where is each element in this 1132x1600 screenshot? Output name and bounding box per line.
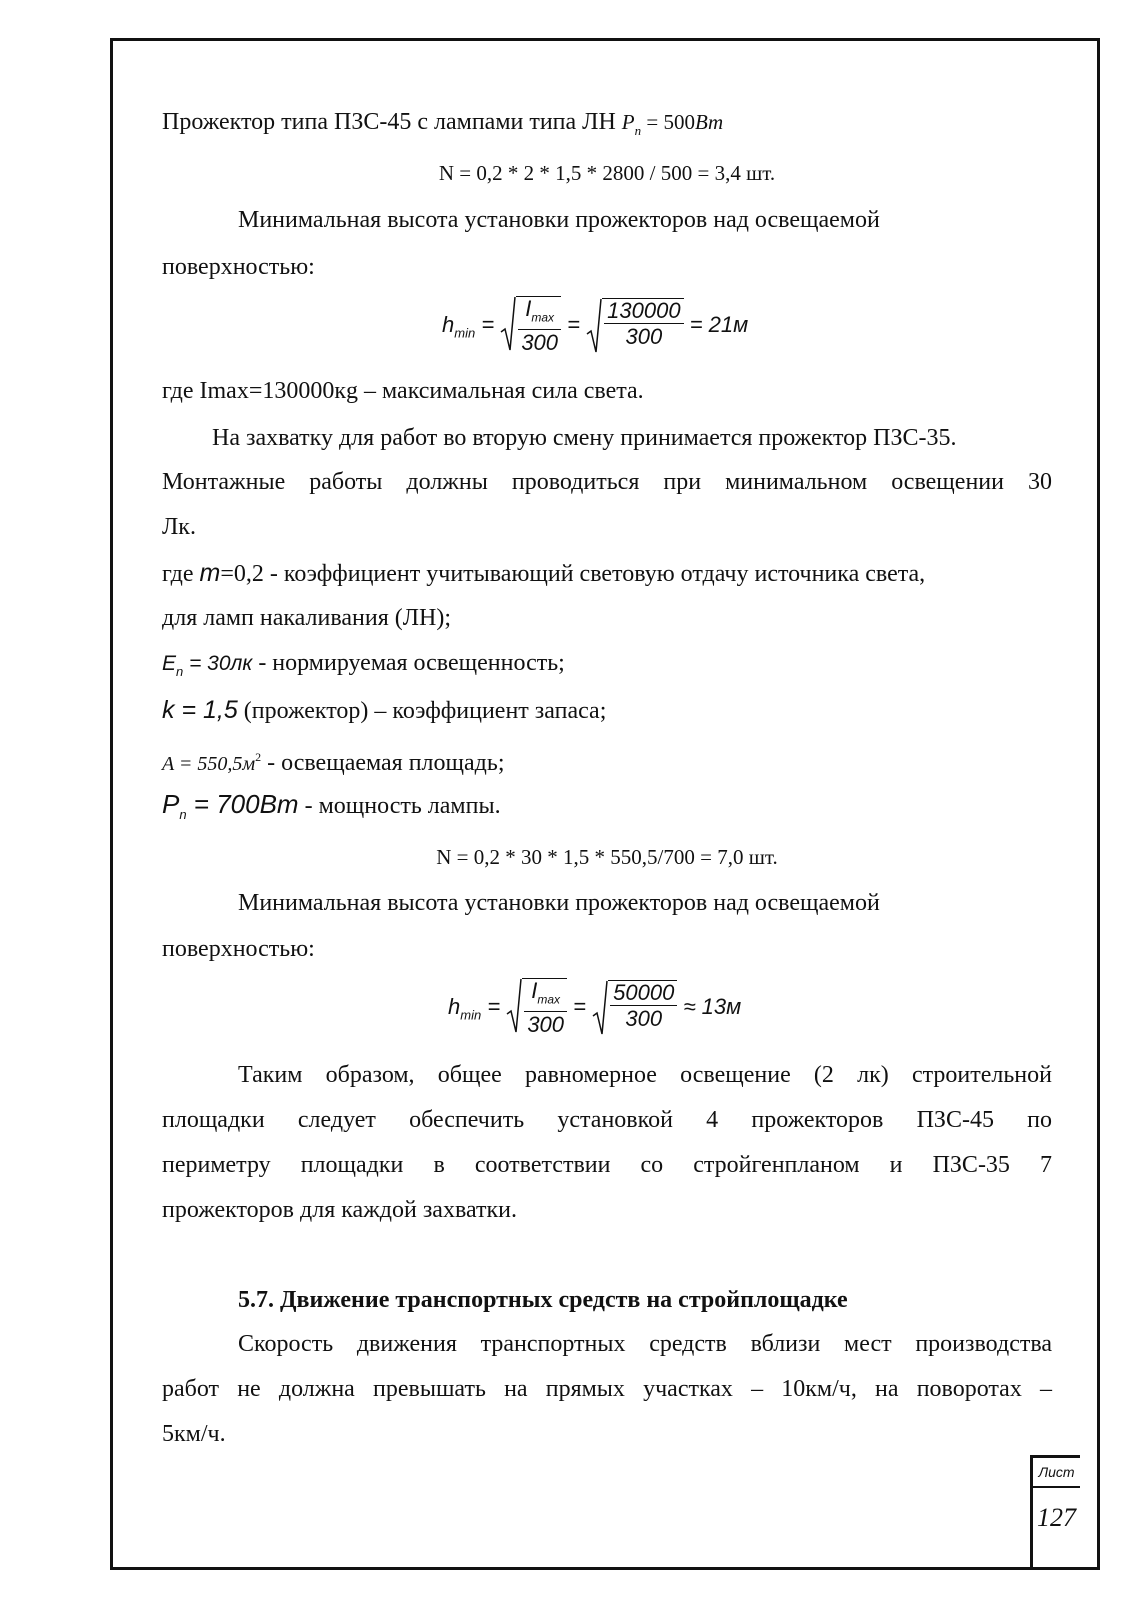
para-conclusion-line-1: Таким образом, общее равномерное освещение (2 лк) строительной [238, 1062, 1052, 1088]
text-line-second-shift: На захватку для работ во вторую смену принимается прожектор ПЗС-35. [212, 425, 957, 451]
imax-subscript: max [537, 992, 561, 1007]
denominator-300: 300 [625, 1006, 663, 1032]
formula-equals: = [487, 994, 501, 1020]
formula-equals: = [567, 312, 581, 338]
k-symbol: k = 1,5 [162, 696, 238, 724]
formula-n-second: N = 0,2 * 30 * 1,5 * 550,5/700 = 7,0 шт. [436, 845, 778, 869]
denominator-300: 300 [521, 330, 559, 356]
para-speed-line-1: Скорость движения транспортных средств вблизи мест производства [238, 1331, 1052, 1357]
text-line-pn [162, 789, 501, 830]
text-line-area [162, 742, 505, 779]
pn-text: - мощность лампы. [298, 793, 501, 819]
para-conclusion-line-3: периметру площадки в соответствии со стройгенпланом и ПЗС-35 7 [162, 1152, 1052, 1178]
k-text: (прожектор) – коэффициент запаса; [237, 698, 607, 724]
formula-hmin-symbol: h [442, 312, 455, 338]
area-text: - освещаемая площадь; [261, 750, 505, 776]
text-line-en [162, 648, 565, 687]
text-line-lamps: для ламп накаливания (ЛН); [162, 605, 452, 631]
formula-hmin-subscript: min [460, 1007, 482, 1023]
formula-result: = 21м [689, 312, 749, 338]
area-symbol: A = 550,5м [162, 753, 256, 775]
pn-symbol: P [162, 789, 180, 819]
imax-subscript: max [531, 310, 555, 325]
text-line-k [162, 695, 606, 726]
numerator-130000: 130000 [604, 299, 683, 324]
formula-hmin-1 [442, 296, 748, 356]
formula-n-first: N = 0,2 * 2 * 1,5 * 2800 / 500 = 3,4 шт. [438, 161, 776, 185]
formula-hmin-subscript: min [454, 325, 476, 341]
denominator-300: 300 [625, 324, 663, 350]
formula-equals: = [481, 312, 495, 338]
sheet-number: 127 [1037, 1503, 1076, 1532]
imax-symbol: I [531, 978, 538, 1003]
sqrt-value-1 [586, 298, 683, 354]
area-superscript: 2 [255, 750, 262, 764]
text-line-projector-type [162, 107, 723, 146]
formula-hmin-symbol: h [448, 994, 461, 1020]
sqrt-imax-1 [500, 296, 561, 356]
pn-subscript: n [179, 806, 187, 822]
power-value: = 500 [641, 110, 695, 134]
en-text: - нормируемая освещенность; [252, 650, 565, 676]
sqrt-imax-2 [506, 978, 567, 1038]
pn-value: = 700Вт [186, 789, 299, 819]
en-value: = 30лк [183, 652, 253, 675]
m-symbol: m [199, 559, 221, 587]
sheet-stamp [1030, 1455, 1080, 1570]
en-symbol: E [162, 652, 177, 675]
text-line-imax: где Imax=130000кg – максимальная сила света. [162, 378, 644, 404]
m-coef-text: =0,2 - коэффициент учитывающий световую отдачу источника света, [220, 561, 926, 587]
power-subscript: п [634, 122, 642, 138]
para-speed-line-3: 5км/ч. [162, 1421, 226, 1447]
text-line-min-height-2: Минимальная высота установки прожекторов над освещаемой [238, 890, 880, 916]
para-conclusion-line-4: прожекторов для каждой захватки. [162, 1197, 517, 1223]
sheet-label: Лист [1033, 1458, 1080, 1488]
formula-equals: = [573, 994, 587, 1020]
text-line-m-coef [162, 558, 925, 589]
imax-symbol: I [525, 296, 532, 321]
sqrt-value-2 [592, 980, 677, 1036]
section-heading: 5.7. Движение транспортных средств на стройплощадке [238, 1287, 848, 1313]
denominator-300: 300 [527, 1012, 565, 1038]
numerator-50000: 50000 [610, 981, 677, 1006]
power-unit: Вт [694, 110, 724, 134]
text-line-lk: Лк. [162, 514, 196, 540]
para-conclusion-line-2: площадки следует обеспечить установкой 4 прожекторов ПЗС-45 по [162, 1107, 1052, 1133]
where-text: где [162, 561, 200, 587]
formula-result: ≈ 13м [683, 994, 742, 1020]
text-line-surface-2: поверхностью: [162, 936, 315, 962]
formula-hmin-2 [448, 978, 741, 1038]
text-line-min-height-1: Минимальная высота установки прожекторов над освещаемой [238, 207, 880, 233]
power-symbol: P [621, 110, 635, 134]
text-line-mounting: Монтажные работы должны проводиться при минимальном освещении 30 [162, 469, 1052, 495]
text-line-surface-1: поверхностью: [162, 254, 315, 280]
para-speed-line-2: работ не должна превышать на прямых участках – 10км/ч, на поворотах – [162, 1376, 1052, 1402]
projector-type-text: Прожектор типа ПЗС-45 с лампами типа ЛН [162, 109, 622, 135]
en-subscript: n [176, 663, 184, 679]
